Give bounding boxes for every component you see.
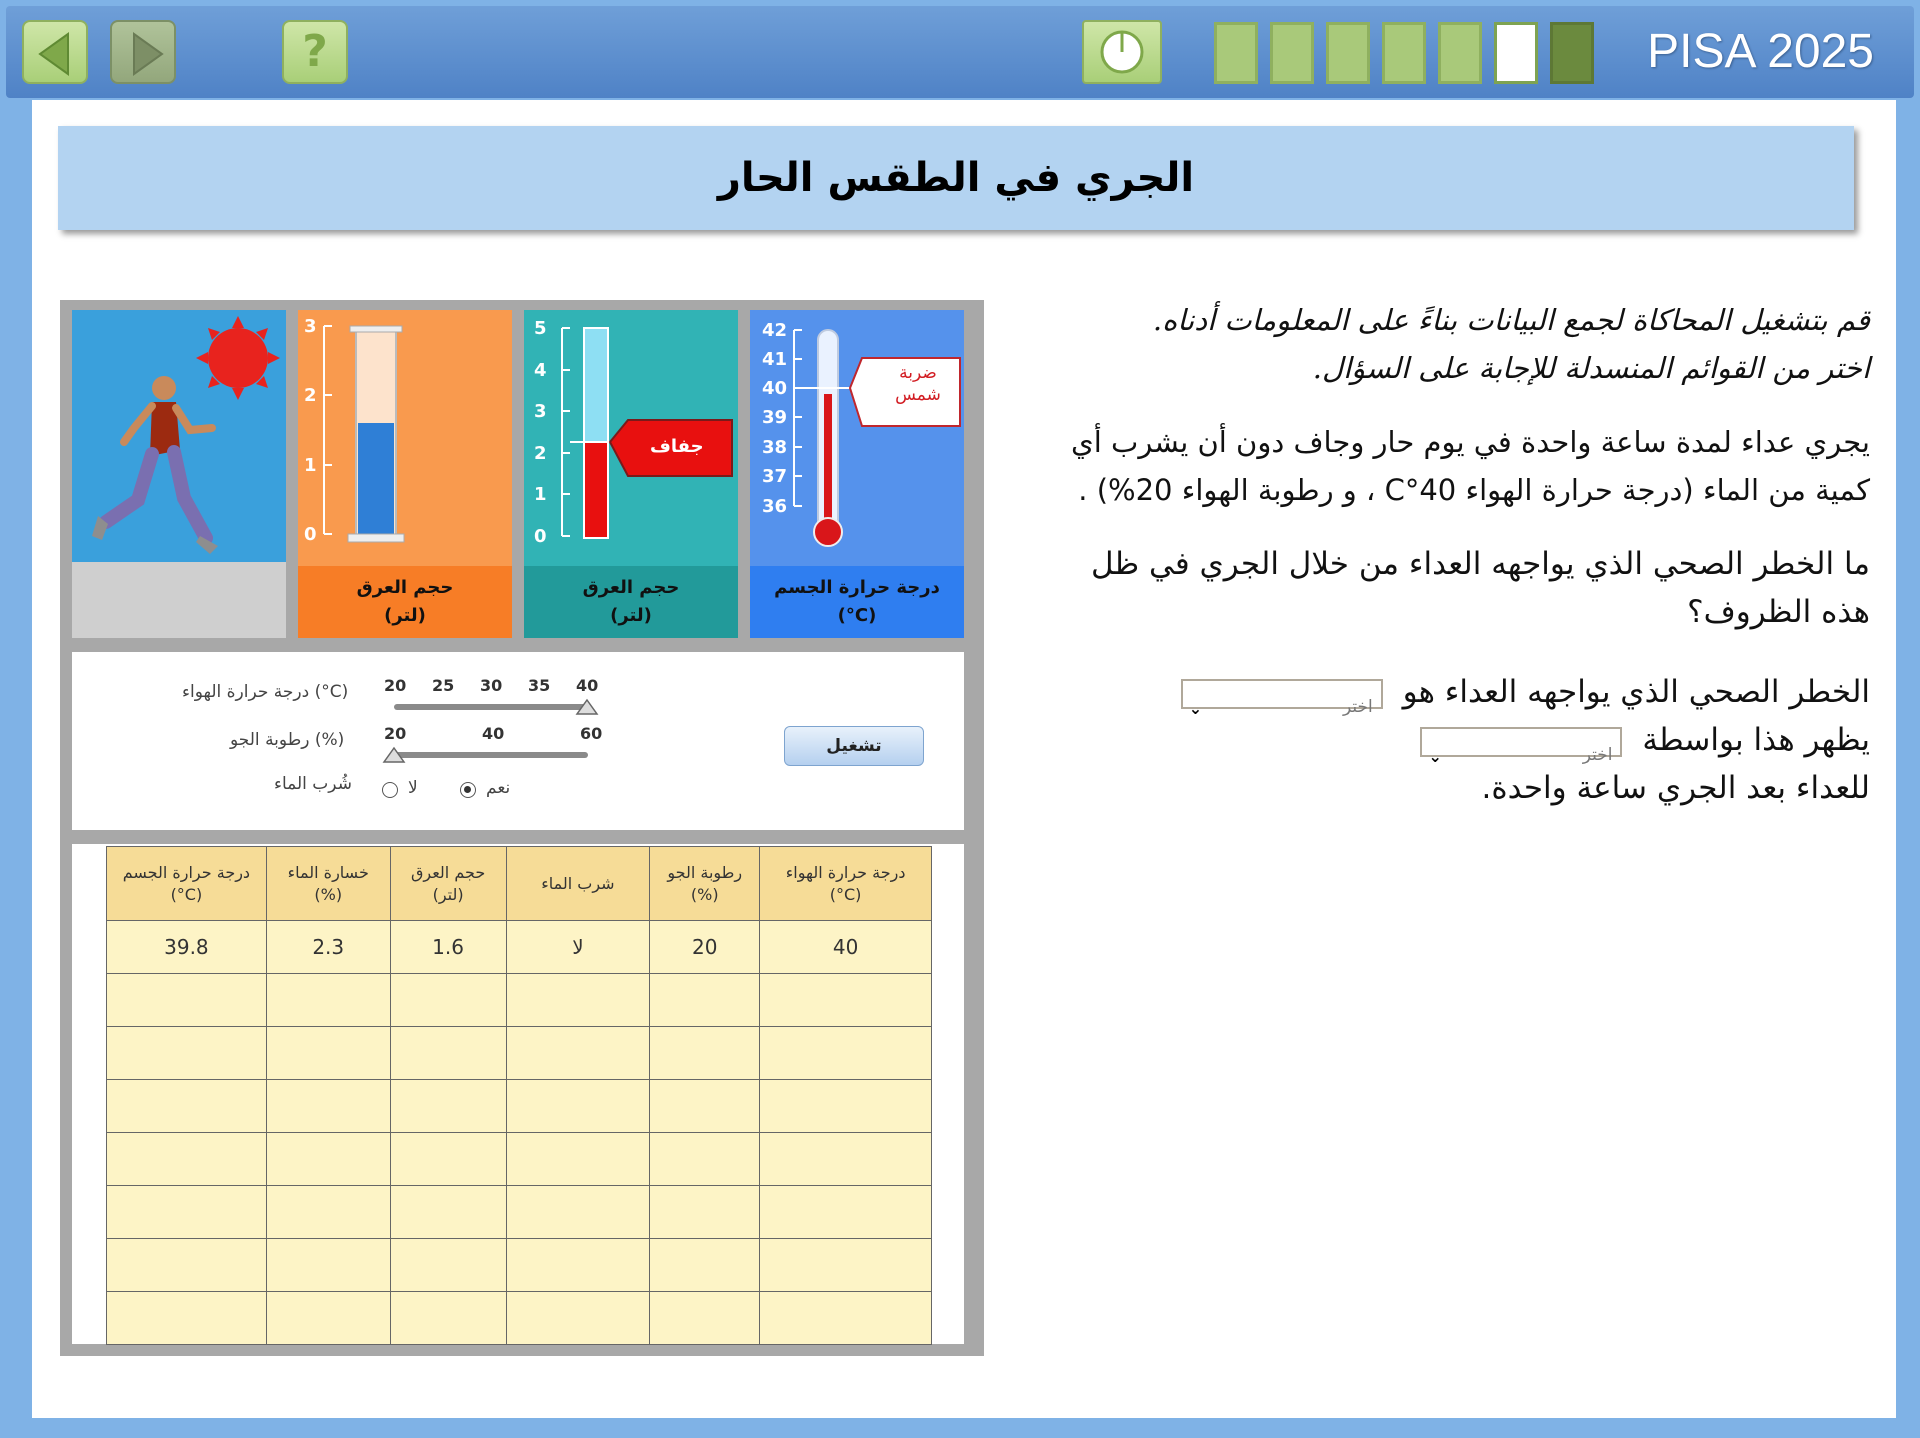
table-cell [107, 1292, 267, 1345]
progress-box-7 [1550, 22, 1594, 84]
table-cell [506, 974, 650, 1027]
scale-label: 35 [528, 676, 551, 695]
scale-label: 25 [432, 676, 455, 695]
evidence-dropdown[interactable] [1420, 727, 1622, 766]
scale-label: 60 [580, 724, 603, 743]
runner-illustration [72, 310, 286, 638]
table-cell [266, 1292, 390, 1345]
sweat-volume-panel-1 [298, 310, 512, 638]
question-prompt: ما الخطر الصحي الذي يواجهه العداء من خلال الجري في ظل هذه الظروف؟ [1090, 546, 1870, 630]
tick-label: 5 [534, 318, 547, 339]
table-cell [760, 1027, 932, 1080]
tick-label: 4 [534, 360, 547, 381]
chevron-down-icon: ⌄ [1188, 698, 1203, 718]
instruction-2: اختر من القوائم المنسدلة للإجابة على السؤال. [1312, 351, 1870, 385]
water-yes-radio[interactable] [460, 782, 476, 798]
tick-label: 36 [762, 496, 788, 517]
table-cell [390, 1133, 506, 1186]
dehydration-marker: جفاف [650, 436, 704, 457]
table-cell [506, 1239, 650, 1292]
progress-box-2 [1270, 22, 1314, 84]
heatstroke-marker: ضربة شمس [895, 363, 941, 405]
table-row [107, 974, 932, 1027]
table-row [107, 1133, 932, 1186]
table-cell [650, 1186, 760, 1239]
table-cell [390, 1186, 506, 1239]
table-cell [760, 1133, 932, 1186]
humidity-label: رطوبة الجو (%) [230, 730, 345, 750]
col-header-water-loss: خسارة الماء (%) [266, 847, 390, 921]
tick-label: 41 [762, 349, 788, 370]
top-toolbar [6, 6, 1914, 98]
tick-label: 1 [534, 484, 547, 505]
results-table [106, 846, 932, 1345]
forward-arrow-icon [112, 22, 178, 86]
main-content [32, 100, 1896, 1418]
simulation-controls [72, 652, 964, 830]
table-cell [107, 1186, 267, 1239]
scale-label: 40 [576, 676, 599, 695]
tick-label: 2 [534, 443, 547, 464]
tick-label: 42 [762, 320, 788, 341]
clock-icon [1084, 22, 1160, 82]
health-risk-dropdown[interactable] [1181, 679, 1383, 718]
run-button[interactable]: تشغيل [784, 726, 924, 766]
table-cell [266, 1027, 390, 1080]
tick-label: 0 [534, 526, 547, 547]
table-cell: 39.8 [107, 921, 267, 974]
table-cell [107, 1080, 267, 1133]
graduated-cylinder-icon [298, 310, 512, 566]
col-header-humidity: رطوبة الجو (%) [650, 847, 760, 921]
table-cell [650, 1080, 760, 1133]
table-cell: لا [506, 921, 650, 974]
sweat-volume-label-1: حجم العرق (لتر) [298, 566, 512, 638]
table-row [107, 1292, 932, 1345]
table-row [107, 1239, 932, 1292]
tick-label: 3 [534, 401, 547, 422]
results-table-container [72, 844, 964, 1344]
table-cell [506, 1292, 650, 1345]
body-temperature-panel [750, 310, 964, 638]
help-button[interactable] [282, 20, 348, 84]
air-temperature-slider-handle[interactable] [575, 698, 599, 716]
table-cell [650, 1239, 760, 1292]
table-cell [107, 974, 267, 1027]
table-cell [390, 1080, 506, 1133]
tick-label: 37 [762, 466, 788, 487]
scale-label: 30 [480, 676, 503, 695]
table-cell [650, 1292, 760, 1345]
answer-part-1: الخطر الصحي الذي يواجهه العداء هو [1402, 674, 1870, 710]
table-row [107, 1027, 932, 1080]
col-header-sweat-volume: حجم العرق (لتر) [390, 847, 506, 921]
scenario-text: يجري عداء لمدة ساعة واحدة في يوم حار وجاف دون أن يشرب أي كمية من الماء (درجة حرارة الهواء 40°C ، و رطوبة الهواء 20%) . [1071, 425, 1870, 507]
dehydration-gauge-icon [524, 310, 738, 566]
simulation-panel [60, 300, 984, 1356]
col-header-body-temp: درجة حرارة الجسم (°C) [107, 847, 267, 921]
water-no-label: لا [408, 778, 418, 798]
body-temperature-label: درجة حرارة الجسم (°C) [750, 566, 964, 638]
table-row [107, 921, 932, 974]
col-header-air-temp: درجة حرارة الهواء (°C) [760, 847, 932, 921]
table-cell [266, 1239, 390, 1292]
table-cell: 40 [760, 921, 932, 974]
table-cell [760, 1292, 932, 1345]
scale-label: 20 [384, 676, 407, 695]
chevron-down-icon: ⌄ [1428, 746, 1442, 766]
answer-sentence [1064, 668, 1870, 812]
water-yes-label: نعم [486, 778, 511, 798]
instruction-1: قم بتشغيل المحاكاة لجمع البيانات بناءً على المعلومات أدناه. [1152, 303, 1870, 337]
tick-label: 40 [762, 378, 788, 399]
table-row [107, 1080, 932, 1133]
tick-label: 39 [762, 407, 788, 428]
table-row [107, 1186, 932, 1239]
progress-box-6-current [1494, 22, 1538, 84]
tick-label: 0 [304, 524, 317, 545]
table-cell [506, 1133, 650, 1186]
progress-box-4 [1382, 22, 1426, 84]
tick-label: 3 [304, 316, 317, 337]
table-cell [390, 974, 506, 1027]
title-banner [58, 126, 1854, 230]
air-temperature-slider[interactable] [394, 704, 588, 710]
table-cell [107, 1133, 267, 1186]
table-cell [390, 1027, 506, 1080]
table-cell [650, 974, 760, 1027]
table-cell [266, 1133, 390, 1186]
table-cell: 2.3 [266, 921, 390, 974]
col-header-drink-water: شرب الماء [506, 847, 650, 921]
table-cell [107, 1027, 267, 1080]
sweat-volume-label-2: حجم العرق (لتر) [524, 566, 738, 638]
forward-button[interactable] [110, 20, 176, 84]
table-cell [506, 1080, 650, 1133]
back-button[interactable] [22, 20, 88, 84]
table-cell [266, 1080, 390, 1133]
dropdown-placeholder: اختر [1582, 744, 1613, 765]
tick-label: 2 [304, 385, 317, 406]
tick-label: 1 [304, 455, 317, 476]
progress-box-3 [1326, 22, 1370, 84]
humidity-slider[interactable] [394, 752, 588, 758]
table-cell [266, 1186, 390, 1239]
table-cell [650, 1027, 760, 1080]
table-cell [760, 974, 932, 1027]
answer-part-2: يظهر هذا بواسطة [1642, 722, 1870, 758]
table-cell [506, 1186, 650, 1239]
back-arrow-icon [24, 22, 90, 86]
table-cell [266, 974, 390, 1027]
table-cell [107, 1239, 267, 1292]
table-cell: 20 [650, 921, 760, 974]
sun-icon [196, 316, 280, 400]
table-cell [760, 1080, 932, 1133]
table-cell [760, 1186, 932, 1239]
air-temperature-label: درجة حرارة الهواء (°C) [182, 682, 349, 702]
help-icon: ? [302, 26, 328, 77]
dropdown-placeholder: اختر [1342, 696, 1373, 717]
table-cell: 1.6 [390, 921, 506, 974]
table-cell [760, 1239, 932, 1292]
progress-box-5 [1438, 22, 1482, 84]
brand-logo: PISA 2025 [1647, 25, 1874, 78]
table-cell [390, 1292, 506, 1345]
table-cell [390, 1239, 506, 1292]
answer-part-3: للعداء بعد الجري ساعة واحدة. [1481, 770, 1870, 806]
drink-water-label: شُرب الماء [274, 774, 352, 794]
runner-icon [72, 310, 286, 638]
water-no-radio[interactable] [382, 782, 398, 798]
table-cell [506, 1027, 650, 1080]
table-header-row [107, 847, 932, 921]
question-text [1064, 296, 1870, 812]
scale-label: 40 [482, 724, 505, 743]
sweat-volume-panel-2 [524, 310, 738, 638]
progress-box-1 [1214, 22, 1258, 84]
page-title: الجري في الطقس الحار [717, 155, 1195, 201]
tick-label: 38 [762, 437, 788, 458]
table-cell [650, 1133, 760, 1186]
timer-button[interactable] [1082, 20, 1162, 84]
humidity-slider-handle[interactable] [382, 746, 406, 764]
scale-label: 20 [384, 724, 407, 743]
